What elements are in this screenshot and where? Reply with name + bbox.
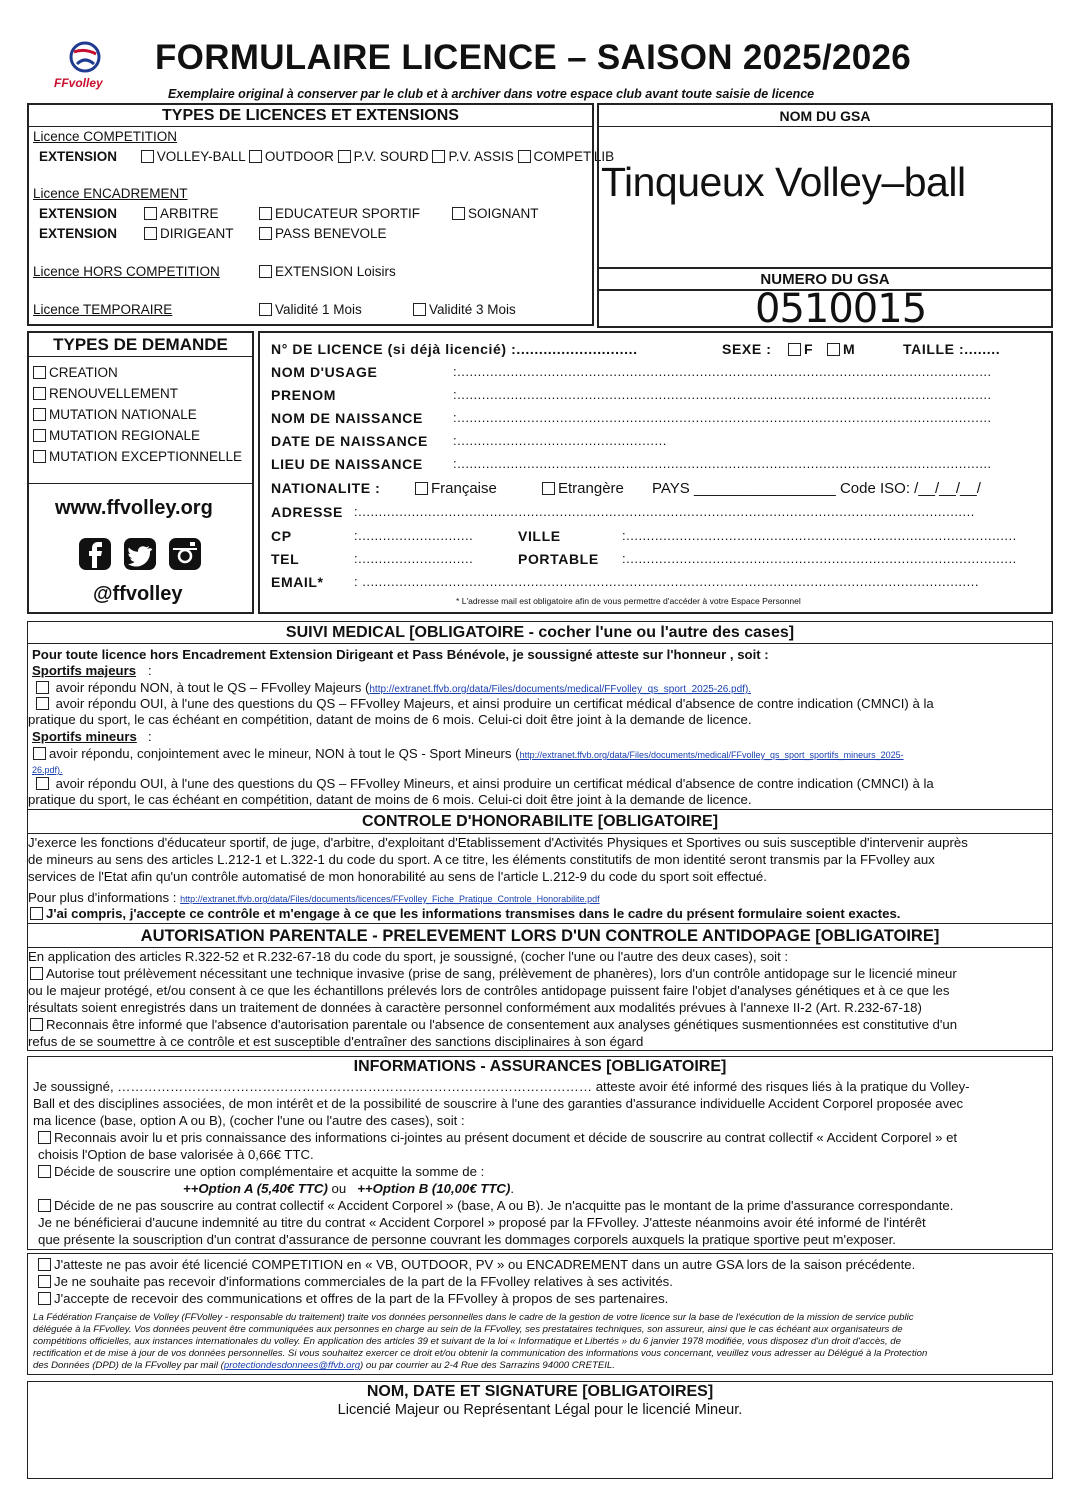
licence-temporaire-label: Licence TEMPORAIRE <box>33 302 173 317</box>
gsa-num-box <box>597 286 1053 332</box>
licence-number-field[interactable]: N° DE LICENCE (si déjà licencié) :........................... <box>271 341 638 357</box>
checkbox[interactable] <box>827 343 840 356</box>
parental-line-3: ou le majeur protégé, et/ou consent à ce que les échantillons prélevés lors de contrôles antidopage puissent faire l'objet d'analyses génétiques et à ce que les <box>28 983 950 998</box>
licence-types-title: TYPES DE LICENCES ET EXTENSIONS <box>29 105 592 127</box>
medical-title: SUIVI MEDICAL [OBLIGATOIRE - cocher l'une ou l'autre des cases] <box>28 622 1052 644</box>
portable-field[interactable]: :............................................................................................... <box>622 551 1017 566</box>
option-text: avoir répondu NON, à tout le QS – FFvolley Majeurs ( <box>55 680 370 695</box>
opt-label: SOIGNANT <box>468 206 539 221</box>
option-text: avoir répondu OUI, à l'une des questions du QS – FFvolley Majeurs, et ainsi produire un certificat médical d'absence de contre indication (CMNCI) à la <box>55 696 934 711</box>
opt-label: VOLLEY-BALL <box>156 149 246 164</box>
adresse-label: ADRESSE <box>271 504 343 520</box>
opt-label: COMPET'LIB <box>533 149 615 164</box>
demande-mutation-exceptionnelle[interactable] <box>33 449 242 464</box>
checkbox[interactable] <box>36 697 49 710</box>
checkbox[interactable] <box>36 681 49 694</box>
insurance-base-option[interactable] <box>38 1130 957 1147</box>
opt-pv-sourd[interactable] <box>338 149 429 164</box>
honor-line-1: J'exerce les fonctions d'éducateur sportif, de juge, d'arbitre, d'exploitant d'Etablissement d'Activités Physiques et Sportives ou suis susceptible d'intervenir auprès <box>28 835 968 850</box>
parental-line-1: En application des articles R.322-52 et R.232-67-18 du code du sport, je soussigné, (cocher l'une ou l'autre des deux cases), soit : <box>28 949 789 964</box>
cp-label: CP <box>271 528 292 544</box>
insurance-complement-option[interactable] <box>38 1164 484 1181</box>
qs-mineurs-link-end[interactable]: 26.pdf). <box>32 765 63 775</box>
checkbox[interactable] <box>38 1131 51 1144</box>
mineurs-oui-cont: pratique du sport, le cas échéant en compétition, datant de moins de 6 mois. Celui-ci doit être joint à la demande de licence. <box>28 792 752 807</box>
legal-line-3: compétitions officielles, aux instances internationales du volley. En application des articles 39 et suivant de la loi « Informatique et Libertés » du 6 janvier 1978 modifiée, vous disposez d'un droit d'accès, de <box>33 1336 901 1347</box>
checkbox[interactable] <box>144 227 157 240</box>
insurance-line-1[interactable]: Je soussigné, ……………………………………………………………………………………………… atteste avoir été informé des risques liés à la pratique du Volley- <box>33 1079 970 1094</box>
cp-field[interactable]: :............................ <box>354 528 474 543</box>
identity-box <box>258 331 1053 614</box>
licence-encadrement-label: Licence ENCADREMENT <box>33 186 188 201</box>
logo-text: FFvolley <box>54 76 103 90</box>
licence-competition-label: Licence COMPETITION <box>33 129 178 144</box>
checkbox[interactable] <box>38 1275 51 1288</box>
legal-line-2: déléguée à la FFvolley. Vos données peuvent être communiquées aux personnes en charge au sein de la FFvolley, ses prestataires techniques, son assureur, ainsi que le cas échéant aux organisateurs de <box>33 1324 903 1335</box>
honor-link[interactable]: http://extranet.ffvb.org/data/Files/documents/licences/FFvolley_Fiche_Pratique_Controle_Honorabilite.pdf <box>180 894 600 904</box>
nom-naissance-field[interactable]: :.................................................................................................................................. <box>453 410 992 425</box>
nationalite-etrangere[interactable] <box>542 480 624 497</box>
medical-section: SUIVI MEDICAL [OBLIGATOIRE - cocher l'une ou l'autre des cases] Pour toute licence hors Encadrement Extension Dirigeant et Pass Bénévole, je soussigné atteste sur l'honneur , soit : Sportifs majeurs : avoir répondu NON, à tout le QS – FFvolley Majeurs (http://extranet.ffvb.org/data/Files/documents/medical/FFvolley_qs_sport_2025-26.pdf). avoir répondu OUI, à l'une des questions du QS – FFvolley Majeurs, et ainsi produire un certificat médical d'absence de contre indication (CMNCI) à la pratique du sport, le cas échéant en compétition, datant de moins de 6 mois. Celui-ci doit être joint à la demande de licence. Sportifs mineurs : avoir répondu, conjointement avec le mineur, NON à tout le QS - Sport Mineurs (http://extranet.ffvb.org/data/Files/documents/medical/FFvolley_qs_sport_sportifs_mineurs_2025- 26.pdf). avoir répondu OUI, à l'une des questions du QS – FFvolley Mineurs, et ainsi produire un certificat médical d'absence de contre indication (CMNCI) à la pratique du sport, le cas échéant en compétition, datant de moins de 6 mois. Celui-ci doit être joint à la demande de licence. <box>27 621 1053 810</box>
opt-label: DIRIGEANT <box>160 226 234 241</box>
option-text: Je ne souhaite pas recevoir d'informations commerciales de la part de la FFvolley relatives à ses activités. <box>54 1274 673 1289</box>
adresse-field[interactable]: :...................................................................................................................................................... <box>354 504 975 519</box>
extension-label: EXTENSION <box>39 226 118 241</box>
insurance-line-3: ma licence (base, option A ou B), (cocher l'une ou l'autre des cases), soit : <box>33 1113 465 1128</box>
website-link[interactable]: www.ffvolley.org <box>55 497 213 519</box>
date-naissance-label: DATE DE NAISSANCE <box>271 433 428 449</box>
option-text: avoir répondu, conjointement avec le mineur, NON à tout le QS - Sport Mineurs ( <box>49 746 520 761</box>
opt-educateur[interactable] <box>259 206 420 221</box>
checkbox[interactable] <box>33 366 46 379</box>
demande-label: MUTATION NATIONALE <box>49 407 197 422</box>
option-text: avoir répondu OUI, à l'une des questions du QS – FFvolley Mineurs, et ainsi produire un certificat médical d'absence de contre indication (CMNCI) à la <box>55 776 934 791</box>
checkbox[interactable] <box>542 482 555 495</box>
opt-arbitre[interactable] <box>144 206 219 221</box>
tel-field[interactable]: :............................ <box>354 551 474 566</box>
extension-label: EXTENSION <box>39 206 118 221</box>
checkbox[interactable] <box>38 1199 51 1212</box>
option-b[interactable]: ++Option B (10,00€ TTC) <box>357 1181 511 1196</box>
gsa-name-label: NOM DU GSA <box>599 105 1051 127</box>
opt-label: P.V. SOURD <box>353 149 429 164</box>
checkbox[interactable] <box>259 227 272 240</box>
option-text: Décide de souscrire une option complémentaire et acquitte la somme de : <box>54 1164 485 1179</box>
insurance-line-8: Je ne bénéficierai d'aucune indemnité au titre du contrat « Accident Corporel » proposé par la FFvolley. J'atteste néanmoins avoir été informé de l'intérêt <box>38 1215 926 1230</box>
demande-label: MUTATION REGIONALE <box>49 428 201 443</box>
insurance-section: INFORMATIONS - ASSURANCES [OBLIGATOIRE] Je soussigné, ……………………………………………………………………………………………… atteste avoir été informé des risques liés à la pratique du Volley- Ball et des disciplines associées, de mon intérêt et de la possibilité de souscrire à l'une des garanties d'assurance individuelle Accident Corporel proposée avec ma licence (base, option A ou B), (cocher l'une ou l'autre des cases), soit : Reconnais avoir lu et pris connaissance des informations ci-jointes au présent document et décide de souscrire au contrat collectif « Accident Corporel » et choisis l'Option de base valorisée à 0,66€ TTC. Décide de souscrire une option complémentaire et acquitte la somme de : ++Option A (5,40€ TTC) ou ++Option B (10,00€ TTC). Décide de ne pas souscrire au contrat collectif « Accident Corporel » (base, A ou B). Je n'acquitte pas le montant de la prime d'assurance correspondante. Je ne bénéficierai d'aucune indemnité au titre du contrat « Accident Corporel » proposé par la FFvolley. J'atteste néanmoins avoir été informé de l'intérêt que présente la souscription d'un contrat d'assurance de personne couvrant les dommages corporels auxquels la pratique sportive peut m'exposer. <box>27 1056 1053 1250</box>
misc-attest-option[interactable] <box>38 1257 915 1274</box>
sexe-f[interactable] <box>788 341 813 357</box>
majeurs-heading: Sportifs majeurs <box>32 663 137 678</box>
sexe-m[interactable] <box>827 341 855 357</box>
pays-field[interactable]: PAYS _________________ Code ISO: /__/__/__/ <box>652 480 981 497</box>
mineurs-non-option[interactable] <box>33 746 904 764</box>
parental-authorize-option[interactable] <box>30 966 957 983</box>
ville-label: VILLE <box>518 528 561 544</box>
extension-label: EXTENSION <box>39 149 118 164</box>
checkbox[interactable] <box>141 150 154 163</box>
francaise-label: Française <box>431 480 497 497</box>
demande-label: CREATION <box>49 365 118 380</box>
checkbox[interactable] <box>38 1292 51 1305</box>
divider <box>29 483 252 484</box>
checkbox[interactable] <box>338 150 351 163</box>
opt-volleyball[interactable] <box>141 149 245 164</box>
checkbox[interactable] <box>788 343 801 356</box>
legal-line-1: La Fédération Française de Volley (FFVolley - responsable du traitement) traite vos données personnelles dans le cadre de la gestion de votre licence sur la base de l'exécution de la mission de service public <box>33 1312 914 1323</box>
parental-line-6: refus de se soumettre à ce contrôle et est susceptible d'entraîner des sanctions disciplinaires à son égard <box>28 1034 644 1049</box>
opt-label: PASS BENEVOLE <box>275 226 387 241</box>
checkbox[interactable] <box>259 207 272 220</box>
checkbox[interactable] <box>30 967 43 980</box>
facebook-icon <box>79 538 111 570</box>
dpd-email-link[interactable]: protectiondesdonnees@ffvb.org <box>223 1360 361 1371</box>
qs-majeurs-link[interactable]: http://extranet.ffvb.org/data/Files/documents/medical/FFvolley_qs_sport_2025-26.pdf). <box>369 684 752 695</box>
majeurs-oui-cont: pratique du sport, le cas échéant en compétition, datant de moins de 6 mois. Celui-ci doit être joint à la demande de licence. <box>28 712 752 727</box>
parental-line-4: résultats soient enregistrés dans un traitement de données à caractère personnel conformément aux modalités prévues à l'annexe II-2 (Art. R.232-67-18) <box>28 1000 922 1015</box>
checkbox[interactable] <box>518 150 531 163</box>
opt-validite-1[interactable] <box>259 302 362 317</box>
opt-loisirs[interactable] <box>259 264 396 279</box>
signature-title: NOM, DATE ET SIGNATURE [OBLIGATOIRES] <box>366 1383 714 1400</box>
sexe-label: SEXE : <box>722 341 772 357</box>
demande-creation[interactable] <box>33 365 118 380</box>
demande-label: RENOUVELLEMENT <box>49 386 179 401</box>
signature-subtitle: Licencié Majeur ou Représentant Légal pour le licencié Mineur. <box>337 1402 743 1418</box>
checkbox[interactable] <box>33 387 46 400</box>
honor-section <box>27 810 1053 924</box>
checkbox[interactable] <box>33 429 46 442</box>
opt-soignant[interactable] <box>452 206 539 221</box>
email-label: EMAIL* <box>271 574 324 590</box>
opt-label: Validité 1 Mois <box>275 302 362 317</box>
misc-section <box>27 1253 1053 1375</box>
option-text: Reconnais avoir lu et pris connaissance des informations ci-jointes au présent document et décide de souscrire au contrat collectif « Accident Corporel » et <box>54 1130 958 1145</box>
insurance-line-5: choisis l'Option de base valorisée à 0,66€ TTC. <box>38 1147 314 1162</box>
medical-intro: Pour toute licence hors Encadrement Extension Dirigeant et Pass Bénévole, je soussigné atteste sur l'honneur , soit : <box>32 647 769 662</box>
option-text: Autorise tout prélèvement nécessitant une technique invasive (prise de sang, prélèvement de phanères), lors d'un contrôle antidopage sur le licencié mineur <box>46 966 957 981</box>
demande-label: MUTATION EXCEPTIONNELLE <box>49 449 243 464</box>
nationalite-label: NATIONALITE : <box>271 480 381 496</box>
checkbox[interactable] <box>413 303 426 316</box>
honor-info-label: Pour plus d'informations : <box>28 890 177 905</box>
parental-section <box>27 924 1053 1051</box>
checkbox[interactable] <box>33 408 46 421</box>
signature-section[interactable] <box>27 1381 1053 1479</box>
honor-line-2: de mineurs au sens des articles L.212-1 et L.322-1 du code du sport. A ce titre, les éléments constitutifs de mon identité seront transmis par la FFvolley aux <box>28 852 935 867</box>
qs-mineurs-link[interactable]: http://extranet.ffvb.org/data/Files/documents/medical/FFvolley_qs_sport_sportifs_mineurs_2025- <box>519 750 904 760</box>
gsa-name-box <box>597 103 1053 269</box>
etrangere-label: Etrangère <box>558 480 624 497</box>
sexe-m-label: M <box>843 341 856 357</box>
opt-label: ARBITRE <box>160 206 219 221</box>
volleyball-icon <box>68 40 102 74</box>
taille-field[interactable]: TAILLE :........ <box>903 341 1001 357</box>
prenom-field[interactable]: :.................................................................................................................................. <box>453 387 992 402</box>
sexe-f-label: F <box>804 341 814 357</box>
opt-validite-3[interactable] <box>413 302 516 317</box>
option-text: Reconnais être informé que l'absence d'autorisation parentale ou l'absence de consentement aux analyses génétiques susmentionnées est constitutive d'un <box>46 1017 958 1032</box>
twitter-icon <box>124 538 156 570</box>
parental-title: AUTORISATION PARENTALE - PRELEVEMENT LORS D'UN CONTROLE ANTIDOPAGE [OBLIGATOIRE] <box>28 924 1052 948</box>
instagram-icon <box>169 538 201 570</box>
gsa-num-label: NUMERO DU GSA <box>760 271 890 288</box>
demande-box <box>27 331 254 614</box>
opt-label: P.V. ASSIS <box>448 149 514 164</box>
portable-label: PORTABLE <box>518 551 599 567</box>
checkbox[interactable] <box>38 1165 51 1178</box>
checkbox[interactable] <box>259 303 272 316</box>
insurance-line-9: que présente la souscription d'un contrat d'assurance de personne couvrant les dommages corporels auxquels la pratique sportive peut m'exposer. <box>38 1232 896 1247</box>
checkbox[interactable] <box>415 482 428 495</box>
honor-accept[interactable] <box>30 906 900 923</box>
form-subtitle: Exemplaire original à conserver par le club et à archiver dans votre espace club avant toute saisie de licence <box>168 87 815 101</box>
misc-commercial-option[interactable] <box>38 1274 673 1291</box>
demande-title: TYPES DE DEMANDE <box>29 333 252 357</box>
nom-naissance-label: NOM DE NAISSANCE <box>271 410 423 426</box>
option-text: J'accepte de recevoir des communications et offres de la part de la FFvolley à propos de ses partenaires. <box>54 1291 669 1306</box>
date-naissance-field[interactable]: :................................................... <box>453 433 667 448</box>
social-icons <box>79 537 207 576</box>
option-text: Décide de ne pas souscrire au contrat collectif « Accident Corporel » (base, A ou B). Je n'acquitte pas le montant de la prime d'assurance correspondante. <box>54 1198 954 1213</box>
legal-line-5: des Données (DPD) de la FFvolley par mail ( <box>33 1360 224 1371</box>
mineurs-oui-option[interactable] <box>36 776 934 793</box>
form-title: FORMULAIRE LICENCE – SAISON 2025/2026 <box>155 38 912 77</box>
gsa-name-value[interactable]: Tinqueux Volley–ball <box>601 159 966 205</box>
gsa-num-value[interactable]: 0510015 <box>755 286 927 332</box>
honor-title: CONTROLE D'HONORABILITE [OBLIGATOIRE] <box>28 810 1052 834</box>
majeurs-oui-option[interactable] <box>36 696 934 713</box>
opt-label: EXTENSION Loisirs <box>275 264 396 279</box>
checkbox[interactable] <box>259 265 272 278</box>
licence-types-box <box>27 103 615 326</box>
demande-renouvellement[interactable] <box>33 386 178 401</box>
checkbox[interactable] <box>33 450 46 463</box>
checkbox[interactable] <box>30 1018 43 1031</box>
opt-label: EDUCATEUR SPORTIF <box>275 206 421 221</box>
ou-label: ou <box>331 1181 347 1196</box>
checkbox[interactable] <box>249 150 262 163</box>
prenom-label: PRENOM <box>271 387 337 403</box>
option-a[interactable]: ++Option A (5,40€ TTC) <box>183 1181 328 1196</box>
insurance-refuse-option[interactable] <box>38 1198 953 1215</box>
lieu-naissance-label: LIEU DE NAISSANCE <box>271 456 423 472</box>
insurance-title: INFORMATIONS - ASSURANCES [OBLIGATOIRE] <box>353 1058 727 1075</box>
opt-label: Validité 3 Mois <box>429 302 516 317</box>
insurance-line-2: Ball et des disciplines associées, de mon intérêt et de la possibilité de souscrire à l'une des garanties d'assurance individuelle Accident Corporel proposée avec <box>33 1096 964 1111</box>
checkbox[interactable] <box>432 150 445 163</box>
demande-mutation-nationale[interactable] <box>33 407 197 422</box>
checkbox[interactable] <box>38 1258 51 1271</box>
ffvolley-logo <box>52 40 116 96</box>
accept-text: J'ai compris, j'accepte ce contrôle et m'engage à ce que les informations transmises dans le cadre du présent formulaire soient exactes. <box>46 906 901 921</box>
checkbox[interactable] <box>144 207 157 220</box>
legal-line-4: rectification et de mise à jour de vos données personnelles. Si vous souhaitez exercer ce droit et/ou obtenir la communication des informations vous concernant, veuillez vous adresser au Délégué à la Protection <box>33 1348 928 1359</box>
opt-pass-benevole[interactable] <box>259 226 387 241</box>
demande-mutation-regionale[interactable] <box>33 428 200 443</box>
option-text: J'atteste ne pas avoir été licencié COMPETITION en « VB, OUTDOOR, PV » ou ENCADREMENT dans un autre GSA lors de la saison précédente. <box>54 1257 916 1272</box>
honor-line-3: services de l'Etat afin qu'un contrôle automatisé de mon honorabilité au sens de l'article L.212-9 du code du sport soit effectué. <box>28 869 767 884</box>
lieu-naissance-field[interactable]: :.................................................................................................................................. <box>453 456 992 471</box>
parental-refuse-option[interactable] <box>30 1017 957 1034</box>
opt-outdoor[interactable] <box>249 149 334 164</box>
mineurs-heading: Sportifs mineurs <box>32 729 137 744</box>
checkbox[interactable] <box>33 747 46 760</box>
opt-pv-assis[interactable] <box>432 149 513 164</box>
checkbox[interactable] <box>30 907 43 920</box>
licence-hors-competition-label: Licence HORS COMPETITION <box>33 264 220 279</box>
tel-label: TEL <box>271 551 300 567</box>
legal-line-5-end: ) ou par courrier au 2-4 Rue des Sarrazins 94000 CRETEIL. <box>360 1360 615 1371</box>
ville-field[interactable]: :............................................................................................... <box>622 528 1017 543</box>
misc-partners-option[interactable] <box>38 1291 668 1308</box>
checkbox[interactable] <box>36 777 49 790</box>
social-handle: @ffvolley <box>93 583 183 605</box>
email-field[interactable]: : ...................................................................................................................................................... <box>354 574 979 589</box>
nom-usage-field[interactable]: :.................................................................................................................................. <box>453 364 992 379</box>
opt-label: OUTDOOR <box>264 149 334 164</box>
email-note: * L'adresse mail est obligatoire afin de vous permettre d'accéder à votre Espace Personnel <box>456 596 801 606</box>
nationalite-francaise[interactable] <box>415 480 497 497</box>
checkbox[interactable] <box>452 207 465 220</box>
nom-usage-label: NOM D'USAGE <box>271 364 378 380</box>
opt-dirigeant[interactable] <box>144 226 234 241</box>
